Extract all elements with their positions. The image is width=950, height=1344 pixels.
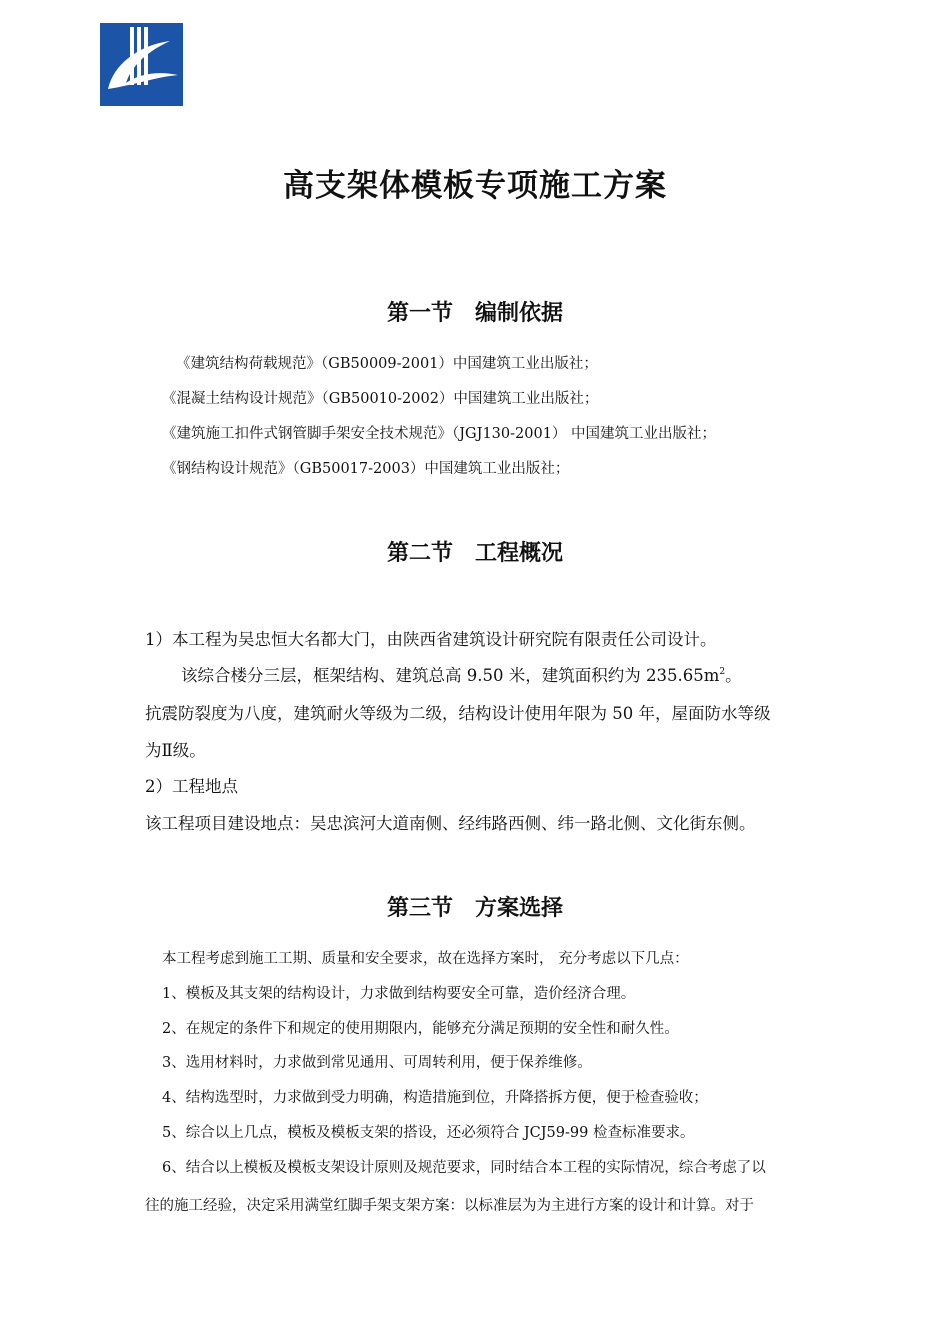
selection-item: 5、综合以上几点，模板及模板支架的搭设，还必须符合 JCJ59-99 检查标准要求。 bbox=[162, 1125, 695, 1141]
overview-paragraph: 该综合楼分三层，框架结构、建筑总高 9.50 米，建筑面积约为 $235.65m^2$。 bbox=[181, 666, 742, 685]
overview-paragraph: 1）本工程为吴忠恒大名都大门，由陕西省建筑设计研究院有限责任公司设计。 bbox=[145, 630, 717, 649]
selection-item: 3、选用材料时，力求做到常见通用、可周转利用，便于保养维修。 bbox=[162, 1055, 592, 1071]
reference-item: 《建筑施工扣件式钢管脚手架安全技术规范》（JGJ130-2001） 中国建筑工业出版社； bbox=[162, 426, 717, 442]
section-heading-2: 第二节 工程概况 bbox=[386, 540, 563, 566]
reference-item: 《钢结构设计规范》（GB50017-2003）中国建筑工业出版社； bbox=[162, 461, 570, 477]
selection-paragraph: 往的施工经验，决定采用满堂红脚手架支架方案：以标准层为为主进行方案的设计和计算。对于 bbox=[145, 1198, 754, 1214]
section-heading-1: 第一节 编制依据 bbox=[386, 300, 563, 326]
section-heading-3: 第三节 方案选择 bbox=[386, 895, 563, 921]
company-logo bbox=[100, 23, 183, 106]
selection-item: 2、在规定的条件下和规定的使用期限内，能够充分满足预期的安全性和耐久性。 bbox=[162, 1021, 679, 1037]
reference-item: 《混凝土结构设计规范》（GB50010-2002）中国建筑工业出版社； bbox=[162, 391, 599, 407]
document-title: 高支架体模板专项施工方案 bbox=[283, 168, 667, 204]
overview-paragraph: 为Ⅱ级。 bbox=[145, 741, 206, 760]
overview-paragraph: 该工程项目建设地点：吴忠滨河大道南侧、经纬路西侧、纬一路北侧、文化街东侧。 bbox=[145, 814, 756, 833]
overview-paragraph: 抗震防裂度为八度，建筑耐火等级为二级，结构设计使用年限为 50 年，屋面防水等级 bbox=[145, 704, 771, 723]
selection-item: 1、模板及其支架的结构设计，力求做到结构要安全可靠，造价经济合理。 bbox=[162, 986, 636, 1002]
selection-item: 6、结合以上模板及模板支架设计原则及规范要求，同时结合本工程的实际情况，综合考虑了以 bbox=[162, 1160, 766, 1176]
overview-subheading: 2）工程地点 bbox=[145, 777, 238, 796]
selection-intro: 本工程考虑到施工工期、质量和安全要求，故在选择方案时， 充分考虑以下几点： bbox=[162, 951, 689, 967]
reference-item: 《建筑结构荷载规范》（GB50009-2001）中国建筑工业出版社； bbox=[176, 356, 598, 372]
selection-item: 4、结构选型时，力求做到受力明确，构造措施到位，升降搭拆方便，便于检查验收； bbox=[162, 1090, 708, 1106]
